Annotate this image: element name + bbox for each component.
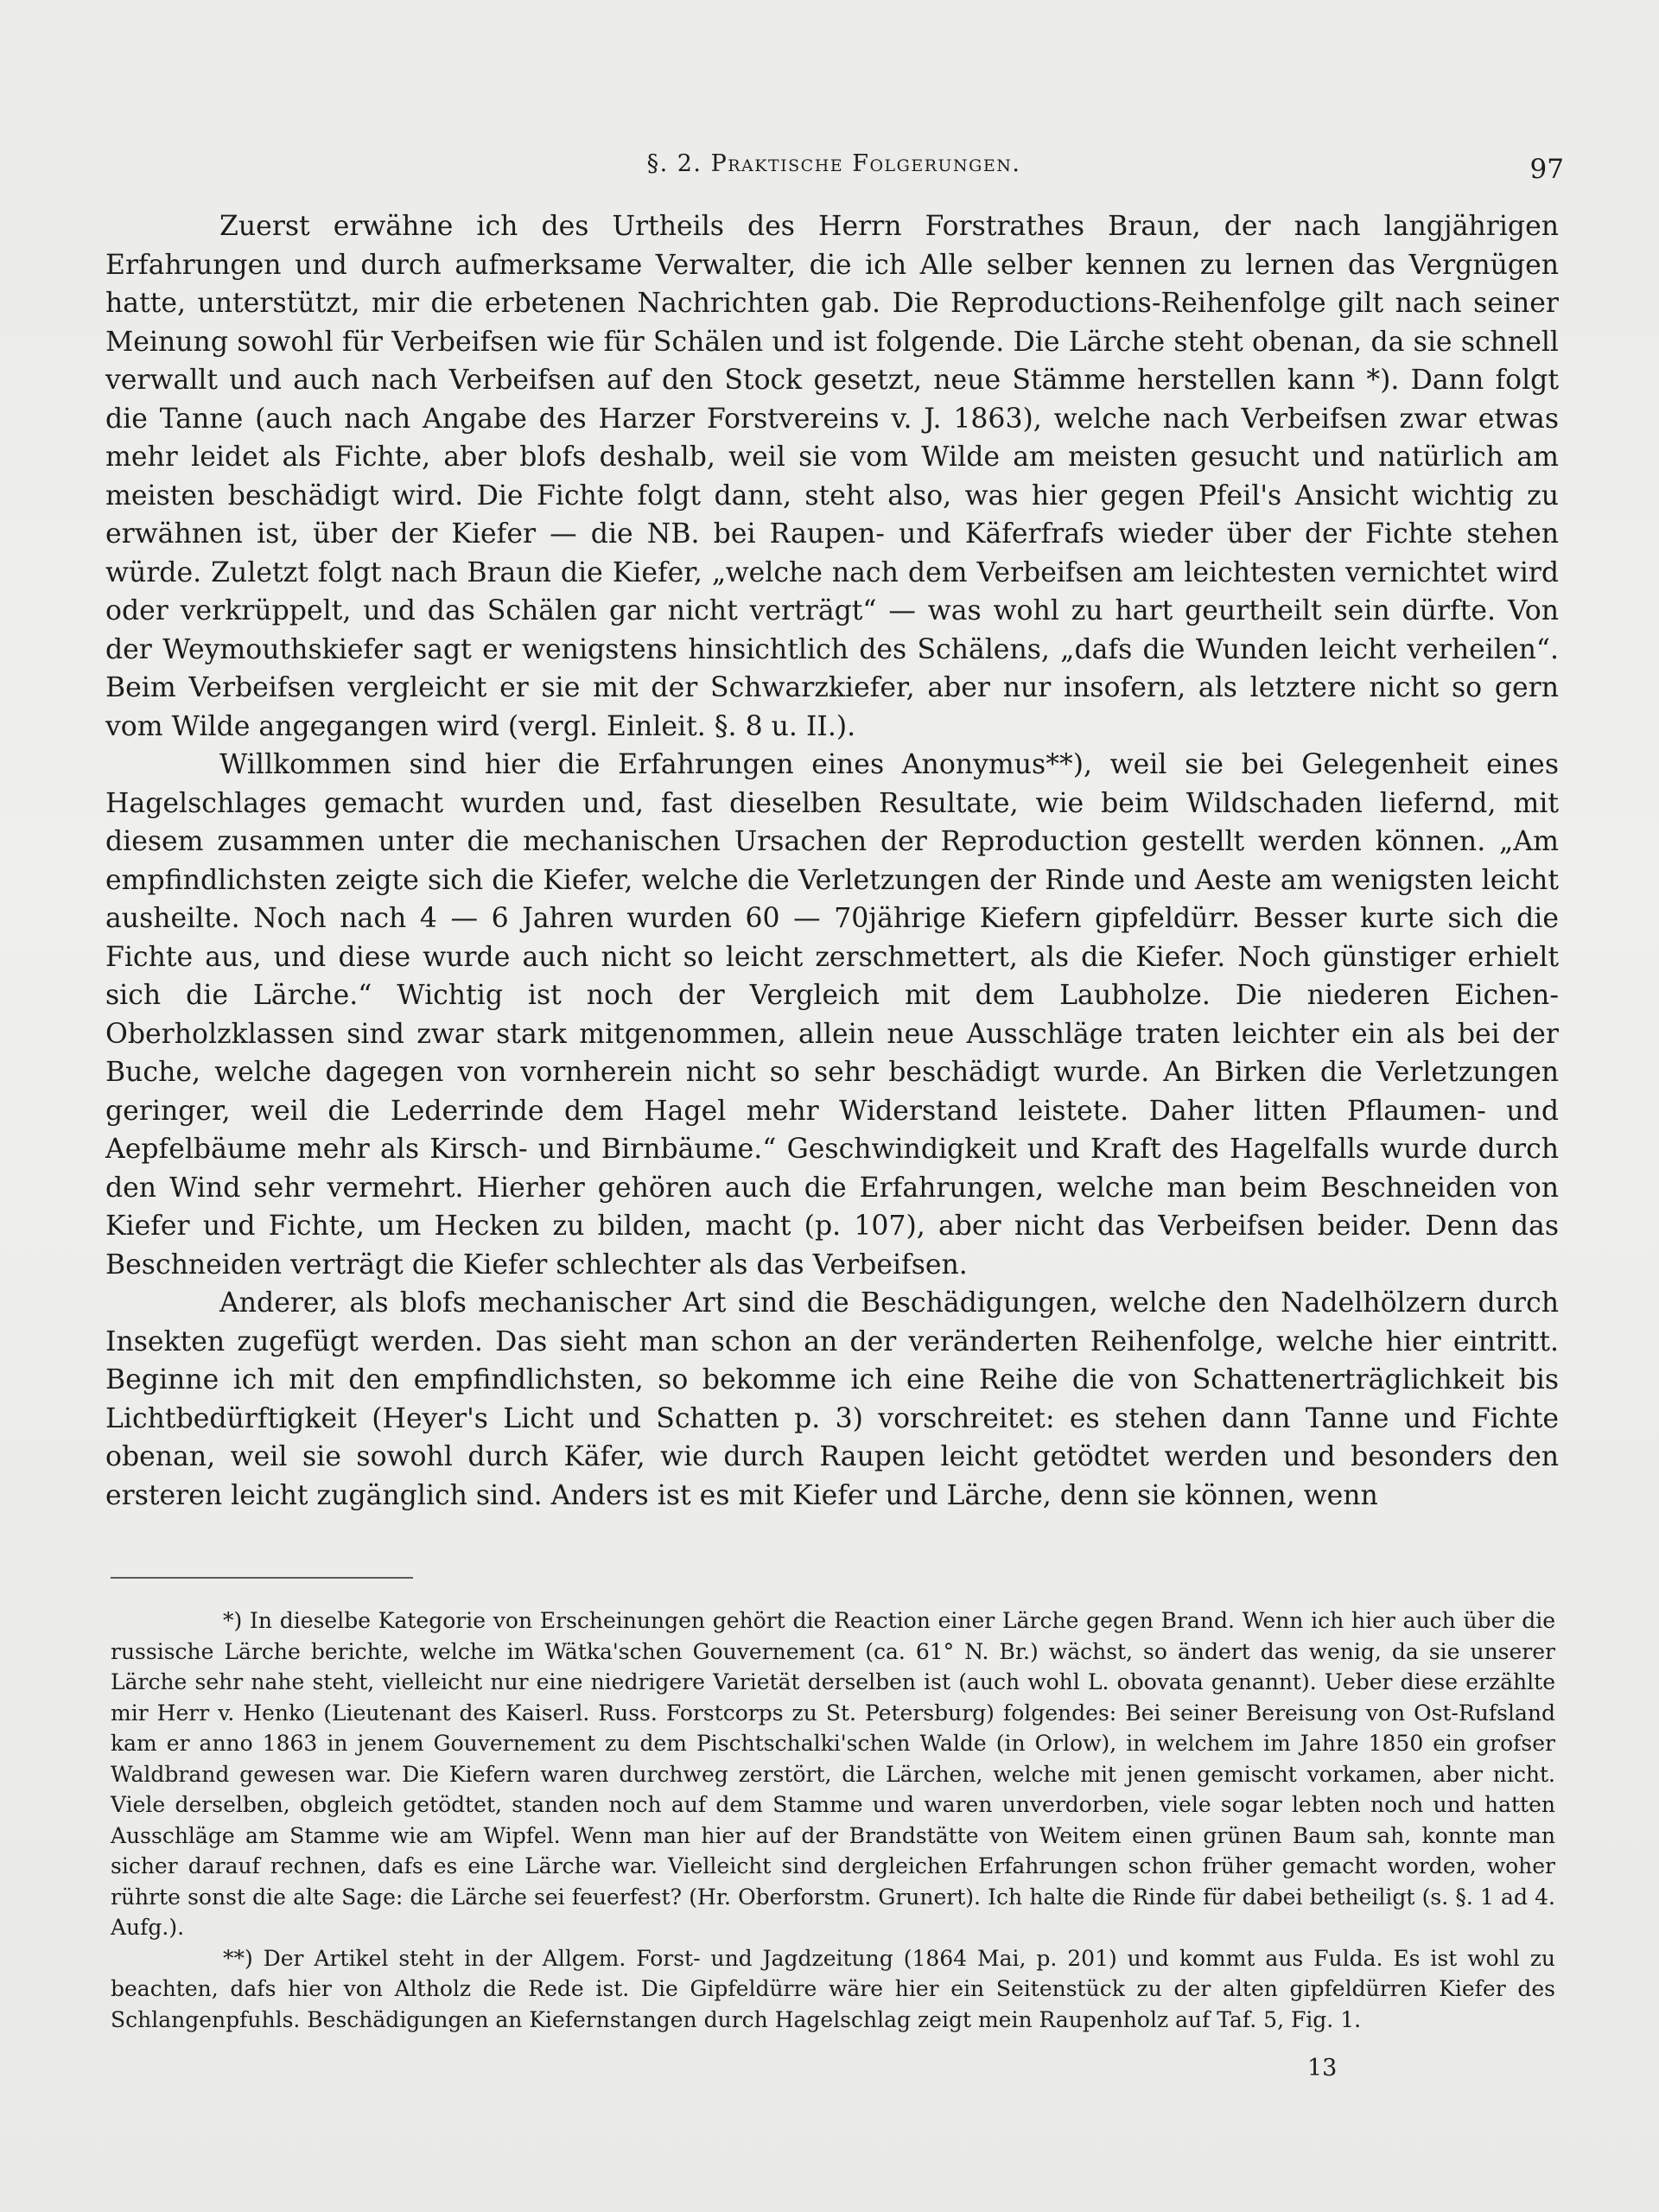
paragraph: Anderer, als blofs mechanischer Art sind die Beschädigungen, welche den Nadelhölzern durch Insekten zugefügt werden. Das sieht man schon an der veränderten Reihenfolge, welche hier eintritt. Beginne ich mit den empfindlichsten, so bekomme ich eine Reihe die von Schattenerträglichkeit bis Lichtbedürftigkeit (Heyer's Licht und Schatten p. 3) vorschreitet: es stehen dann Tanne und Fichte obenan, weil sie sowohl durch Käfer, wie durch Raupen leicht getödtet werden und besonders den ersteren leicht zugänglich sind. Anders ist es mit Kiefer und Lärche, denn sie können, wenn bbox=[105, 1287, 1559, 1511]
paragraph: Willkommen sind hier die Erfahrungen eines Anonymus**), weil sie bei Gelegenheit eines Hagelschlages gemacht wurden und, fast dieselben Resultate, wie beim Wildschaden liefernd, mit diesem zusammen unter die mechanischen Ursachen der Reproduction gestellt werden können. „Am empfindlichsten zeigte sich die Kiefer, welche die Verletzungen der Rinde und Aeste am wenigsten leicht ausheilte. Noch nach 4 — 6 Jahren wurden 60 — 70jährige Kiefern gipfeldürr. Besser kurte sich die Fichte aus, und diese wurde auch nicht so leicht zerschmettert, als die Kiefer. Noch günstiger erhielt sich die Lärche.“ Wichtig ist noch der Vergleich mit dem Laubholze. Die niederen Eichen-Oberholzklassen sind zwar stark mitgenommen, allein neue Ausschläge traten leichter ein als bei der Buche, welche dagegen von vornherein nicht so sehr beschädigt wurde. An Birken die Verletzungen geringer, weil die Lederrinde dem Hagel mehr Widerstand leistete. Daher litten Pflaumen- und Aepfelbäume mehr als Kirsch- und Birnbäume.“ Geschwindigkeit und Kraft des Hagelfalls wurde durch den Wind sehr vermehrt. Hierher gehören auch die Erfahrungen, welche man beim Beschneiden von Kiefer und Fichte, um Hecken zu bilden, macht (p. 107), aber nicht das Verbeifsen beider. Denn das Beschneiden verträgt die Kiefer schlechter als das Verbeifsen. bbox=[105, 749, 1559, 1281]
running-header bbox=[104, 147, 1564, 190]
signature-mark: 13 bbox=[1307, 2055, 1338, 2082]
footnote: **) Der Artikel steht in der Allgem. Forst- und Jagdzeitung (1864 Mai, p. 201) und kommt aus Fulda. Es ist wohl zu beachten, dafs hier von Altholz die Rede ist. Die Gipfeldürre wäre hier ein Seitenstück zu der alten gipfeldürren Kiefer des Schlangenpfuhls. Beschädigungen an Kiefernstangen durch Hagelschlag zeigt mein Raupenholz auf Taf. 5, Fig. 1. bbox=[111, 1945, 1555, 2032]
main-text bbox=[105, 207, 1559, 1515]
page-number: 97 bbox=[1529, 154, 1564, 185]
paragraph: Zuerst erwähne ich des Urtheils des Herrn Forstrathes Braun, der nach langjährigen Erfahrungen und durch aufmerksame Verwalter, die ich Alle selber kennen zu lernen das Vergnügen hatte, unterstützt, mir die erbetenen Nachrichten gab. Die Reproductions-Reihenfolge gilt nach seiner Meinung sowohl für Verbeifsen wie für Schälen und ist folgende. Die Lärche steht obenan, da sie schnell verwallt und auch nach Verbeifsen auf den Stock gesetzt, neue Stämme herstellen kann *). Dann folgt die Tanne (auch nach Angabe des Harzer Forstvereins v. J. 1863), welche nach Verbeifsen zwar etwas mehr leidet als Fichte, aber blofs deshalb, weil sie vom Wilde am meisten gesucht und natürlich am meisten beschädigt wird. Die Fichte folgt dann, steht also, was hier gegen Pfeil's Ansicht wichtig zu erwähnen ist, über der Kiefer — die NB. bei Raupen- und Käferfrafs wieder über der Fichte stehen würde. Zuletzt folgt nach Braun die Kiefer, „welche nach dem Verbeifsen am leichtesten vernichtet wird oder verkrüppelt, und das Schälen gar nicht verträgt“ — was wohl zu hart geurtheilt sein dürfte. Von der Weymouthskiefer sagt er wenigstens hinsichtlich des Schälens, „dafs die Wunden leicht verheilen“. Beim Verbeifsen vergleicht er sie mit der Schwarzkiefer, aber nur insofern, als letztere nicht so gern vom Wilde angegangen wird (vergl. Einleit. §. 8 u. II.). bbox=[105, 211, 1559, 742]
footnotes bbox=[111, 1605, 1555, 2035]
footnote: *) In dieselbe Kategorie von Erscheinungen gehört die Reaction einer Lärche gegen Brand. Wenn ich hier auch über die russische Lärche berichte, welche im Wätka'schen Gouvernement (ca. 61° N. Br.) wächst, so ändert das wenig, da sie unserer Lärche sehr nahe steht, vielleicht nur eine niedrigere Varietät derselben ist (auch wohl L. obovata genannt). Ueber diese erzählte mir Herr v. Henko (Lieutenant des Kaiserl. Russ. Forstcorps zu St. Petersburg) folgendes: Bei seiner Bereisung von Ost-Rufsland kam er anno 1863 in jenem Gouvernement zu dem Pischtschalki'schen Walde (in Orlow), in welchem im Jahre 1850 ein grofser Waldbrand gewesen war. Die Kiefern waren durchweg zerstört, die Lärchen, welche mit jenen gemischt vorkamen, aber nicht. Viele derselben, obgleich getödtet, standen noch auf dem Stamme und waren unverdorben, viele sogar lebten noch und hatten Ausschläge am Stamme wie am Wipfel. Wenn man hier auf der Brandstätte von Weitem einen grünen Baum sah, konnte man sicher darauf rechnen, dafs es eine Lärche war. Vielleicht sind dergleichen Erfahrungen schon früher gemacht worden, woher rührte sonst die alte Sage: die Lärche sei feuerfest? (Hr. Oberforstm. Grunert). Ich halte die Rinde für dabei betheiligt (s. §. 1 ad 4. Aufg.). bbox=[111, 1608, 1555, 1940]
section-title: §. 2. Praktische Folgerungen. bbox=[646, 150, 1021, 177]
footnote-divider bbox=[111, 1577, 413, 1579]
